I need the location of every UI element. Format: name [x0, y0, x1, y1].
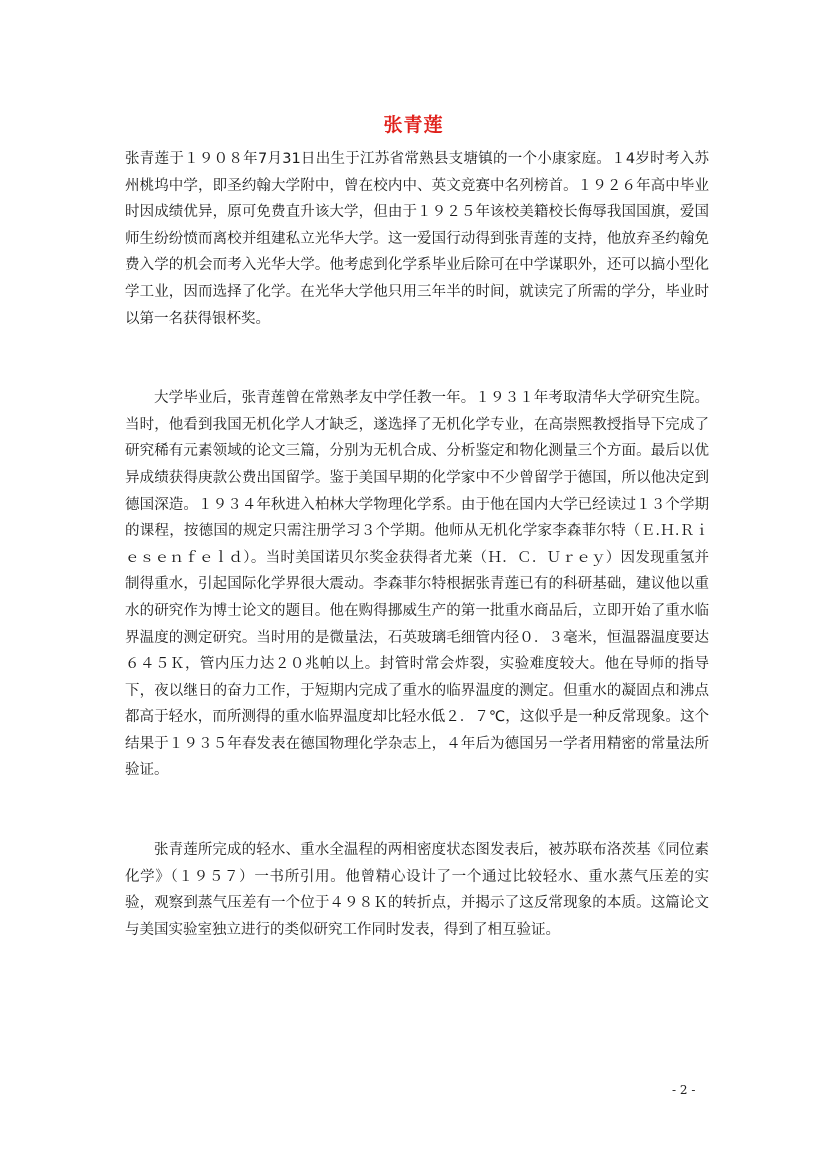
paragraph-research-results: 张青莲所完成的轻水、重水全温程的两相密度状态图发表后，被苏联布洛茨基《同位素化学》（１９５７）一书所引用。他曾精心设计了一个通过比较轻水、重水蒸气压差的实验，观察到蒸气压差有一个位于４９８Ｋ的转折点，并揭示了这反常现象的本质。这篇论文与美国实验室独立进行的类似研究工作同时发表，得到了相互验证。 [125, 842, 709, 938]
page-number: - 2 - [672, 1083, 696, 1097]
paragraph-early-life: 张青莲于１９０８年7月31日出生于江苏省常熟县支塘镇的一个小康家庭。１4岁时考入苏州桃坞中学，即圣约翰大学附中，曾在校内中、英文竞赛中名列榜首。１９２６年高中毕业时因成绩优异，原可免费直升该大学，但由于１９２５年该校美籍校长侮辱我国国旗，爱国师生纷纷愤而离校并组建私立光华大学。这一爱国行动得到张青莲的支持，他放弃圣约翰免费入学的机会而考入光华大学。他考虑到化学系毕业后除可在中学谋职外，还可以搞小型化学工业，因而选择了化学。在光华大学他只用三年半的时间，就读完了所需的学分，毕业时以第一名获得银杯奖。 [125, 151, 709, 327]
paragraph-graduate-study: 大学毕业后，张青莲曾在常熟孝友中学任教一年。１９３１年考取清华大学研究生院。当时，他看到我国无机化学人才缺乏，遂选择了无机化学专业，在高崇熙教授指导下完成了研究稀有元素领域的论文三篇，分别为无机合成、分析鉴定和物化测量三个方面。最后以优异成绩获得庚款公费出国留学。鉴于美国早期的化学家中不少曾留学于德国，所以他决定到德国深造。１９３４年秋进入柏林大学物理化学系。由于他在国内大学已经读过１３个学期的课程，按德国的规定只需注册学习３个学期。他师从无机化学家李森菲尔特（Ｅ.Ｈ.Ｒｉｅｓｅｎｆｅｌｄ）。当时美国诺贝尔奖金获得者尤莱（Ｈ．Ｃ．Ｕｒｅｙ）因发现重氢并制得重水，引起国际化学界很大震动。李森菲尔特根据张青莲已有的科研基础，建议他以重水的研究作为博士论文的题目。他在购得挪威生产的第一批重水商品后，立即开始了重水临界温度的测定研究。当时用的是微量法，石英玻璃毛细管内径０．３毫米，恒温器温度要达６４５Ｋ，管内压力达２０兆帕以上。封管时常会炸裂，实验难度较大。他在导师的指导下，夜以继日的奋力工作，于短期内完成了重水的临界温度的测定。但重水的凝固点和沸点都高于轻水，而所测得的重水临界温度却比轻水低２．７℃，这似乎是一种反常现象。这个结果于１９３５年春发表在德国物理化学杂志上，４年后为德国另一学者用精密的常量法所验证。 [125, 390, 709, 779]
document-body [125, 146, 709, 943]
document-title: 张青莲 [383, 114, 444, 136]
